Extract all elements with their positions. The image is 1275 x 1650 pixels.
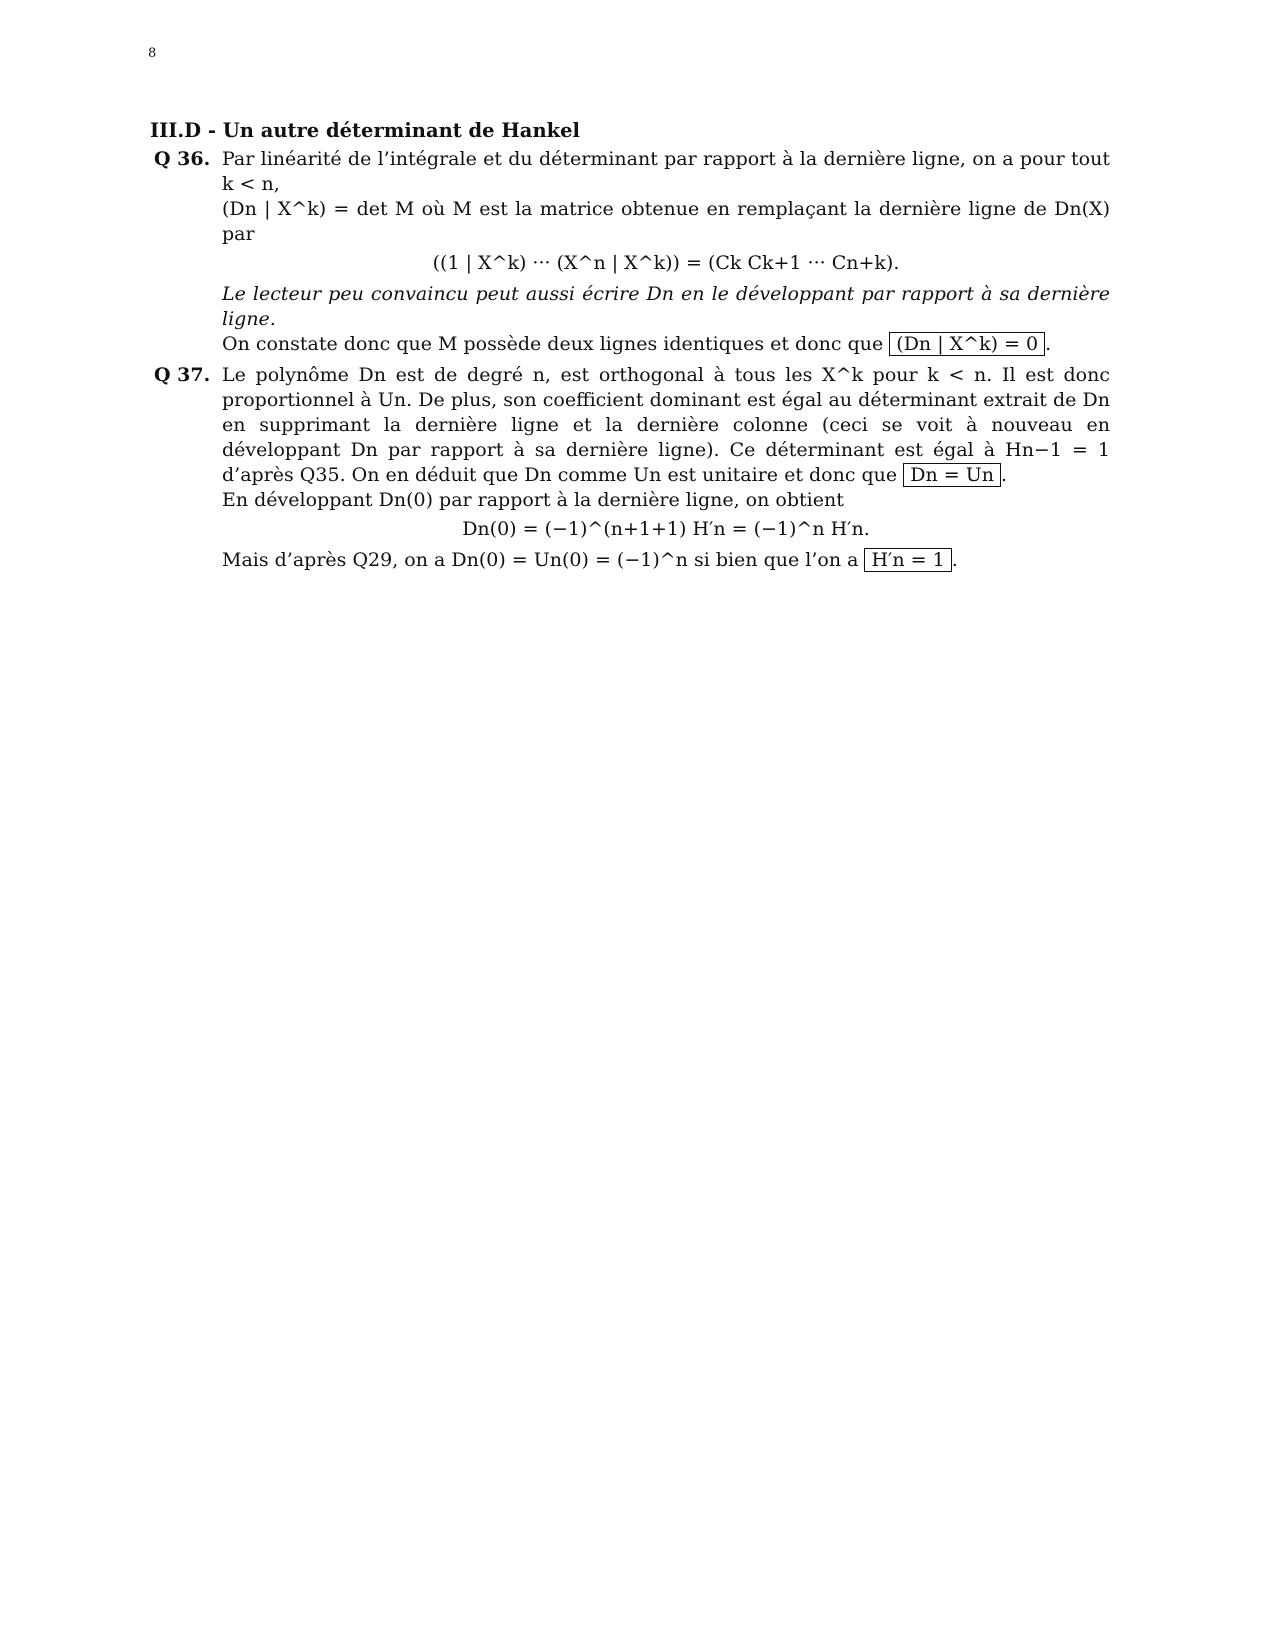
q36-conclusion: On constate donc que M possède deux lignes identiques et donc que (Dn | X^k) = 0 . (222, 333, 1052, 355)
q37-boxed-result-2: H′n = 1 (864, 548, 951, 572)
q37-paragraph-3: Mais d’après Q29, on a Dn(0) = Un(0) = (−1)^n si bien que l’on a H′n = 1 . (222, 549, 958, 571)
page-number: 8 (148, 46, 157, 61)
section-title: III.D - Un autre déterminant de Hankel (150, 119, 580, 142)
q36-line1: Par linéarité de l’intégrale et du déterminant par rapport à la dernière ligne, on a pour tout k < n, (222, 148, 1110, 195)
q37-label: Q 37. (154, 364, 211, 386)
q37-paragraph-1: Le polynôme Dn est de degré n, est orthogonal à tous les X^k pour k < n. Il est donc proportionnel à Un. De plus, son coefficient dominant est égal au déterminant extrait de Dn en supprimant la dernière ligne et la dernière colonne (ceci se voit à nouveau en développant Dn par rapport à sa dernière ligne). Ce déterminant est égal à Hn−1 = 1 d’après Q35. On en déduit que Dn comme Un est unitaire et donc que Dn = Un . (222, 364, 1110, 486)
document-body (150, 118, 1110, 573)
q36-boxed-result: (Dn | X^k) = 0 (889, 332, 1045, 356)
q37-display-equation: Dn(0) = (−1)^(n+1+1) H′n = (−1)^n H′n. (462, 518, 870, 540)
q36-label: Q 36. (154, 148, 211, 170)
question-36 (150, 147, 1110, 357)
q37-paragraph-2: En développant Dn(0) par rapport à la dernière ligne, on obtient (222, 489, 844, 511)
q36-line2: (Dn | X^k) = det M où M est la matrice obtenue en remplaçant la dernière ligne de Dn(X) par (222, 198, 1110, 245)
q36-conclusion-text: On constate donc que M possède deux lignes identiques et donc que (222, 333, 884, 355)
q37-boxed-result-1: Dn = Un (903, 463, 1001, 487)
q37-para3-text: Mais d’après Q29, on a Dn(0) = Un(0) = (−1)^n si bien que l’on a (222, 549, 859, 571)
question-37 (150, 363, 1110, 573)
q37-para1-text: Le polynôme Dn est de degré n, est orthogonal à tous les X^k pour k < n. Il est donc proportionnel à Un. De plus, son coefficient dominant est égal au déterminant extrait de Dn en supprimant la dernière ligne et la dernière colonne (ceci se voit à nouveau en développant Dn par rapport à sa dernière ligne). Ce déterminant est égal à Hn−1 = 1 d’après Q35. On en déduit que Dn comme Un est unitaire et donc que (222, 364, 1110, 486)
q36-display-equation: ((1 | X^k) ··· (X^n | X^k)) = (Ck Ck+1 ··· Cn+k). (432, 252, 900, 274)
q36-note: Le lecteur peu convaincu peut aussi écrire Dn en le développant par rapport à sa dernière ligne. (222, 283, 1110, 330)
